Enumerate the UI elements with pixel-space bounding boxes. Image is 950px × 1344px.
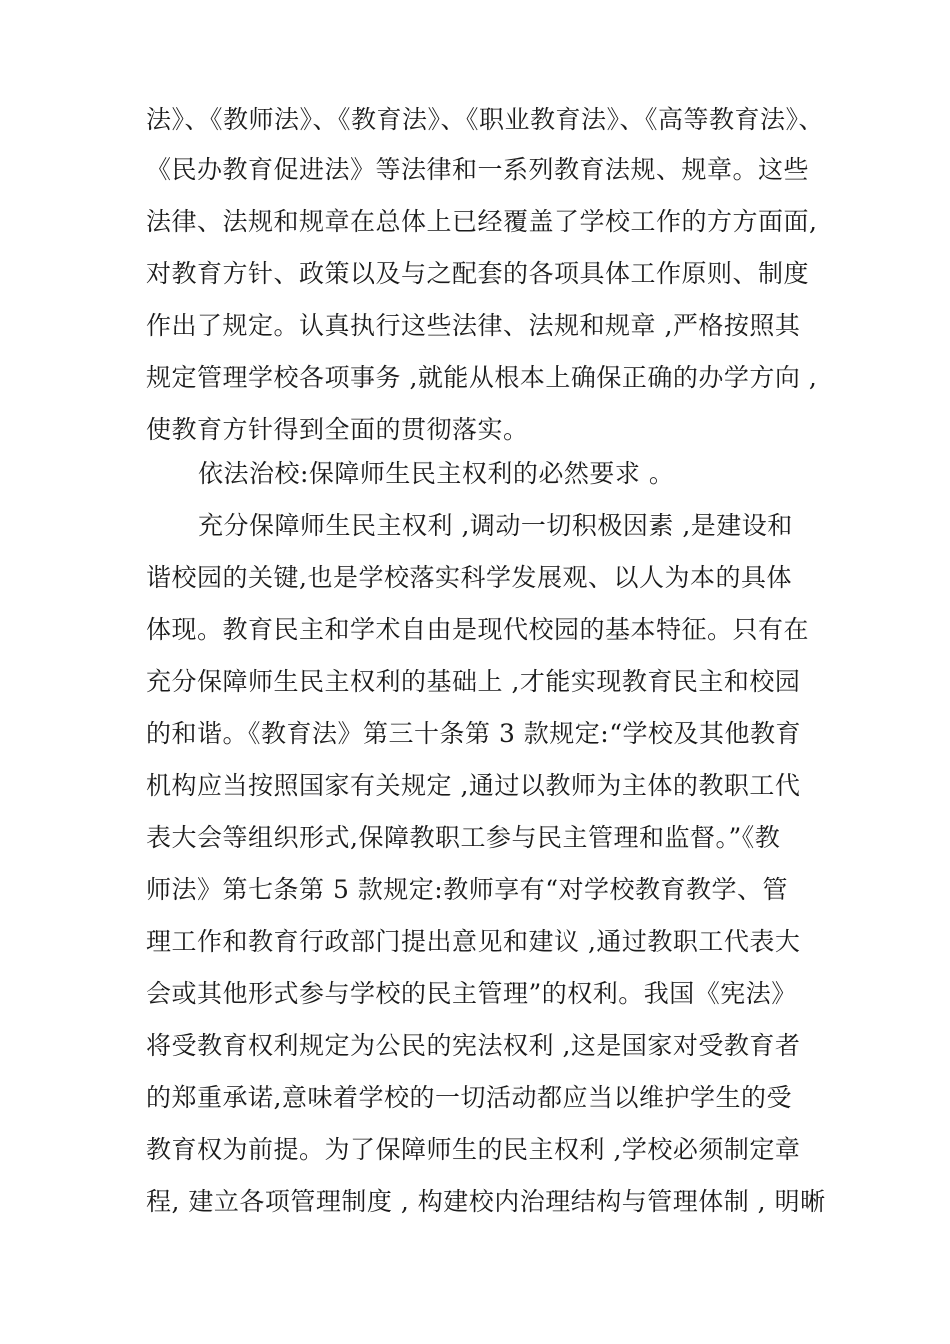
text-line: 理工作和教育行政部门提出意见和建议 ,通过教职工代表大 (146, 927, 801, 956)
text-line: 充分保障师生民主权利的基础上 ,才能实现教育民主和校园 (146, 667, 801, 696)
text-line: 规定管理学校各项事务 ,就能从根本上确保正确的办学方向 , (146, 363, 818, 392)
text-line: 将受教育权利规定为公民的宪法权利 ,这是国家对受教育者 (146, 1031, 801, 1060)
text-line: 谐校园的关键,也是学校落实科学发展观、以人为本的具体 (146, 563, 792, 592)
text-line: 《民办教育促进法》等法律和一系列教育法规、规章。这些 (146, 155, 810, 184)
text-line: 体现。教育民主和学术自由是现代校园的基本特征。只有在 (146, 615, 810, 644)
text-line: 会或其他形式参与学校的民主管理”的权利。我国《宪法》 (146, 979, 797, 1008)
text-line: 的郑重承诺,意味着学校的一切活动都应当以维护学生的受 (146, 1083, 792, 1112)
text-line: 教育权为前提。为了保障师生的民主权利 ,学校必须制定章 (146, 1135, 801, 1164)
text-line: 作出了规定。认真执行这些法律、法规和规章 ,严格按照其 (146, 311, 801, 340)
text-line: 使教育方针得到全面的贯彻落实。 (146, 415, 529, 444)
text-line: 对教育方针、政策以及与之配套的各项具体工作原则、制度 (146, 259, 810, 288)
text-line: 表大会等组织形式,保障教职工参与民主管理和监督。”《教 (146, 823, 781, 852)
text-line: 依法治校:保障师生民主权利的必然要求 。 (198, 459, 675, 488)
text-line: 程, 建立各项管理制度 , 构建校内治理结构与管理体制 , 明晰 (146, 1187, 826, 1216)
text-line: 法》、《教师法》、《教育法》、《职业教育法》、《高等教育法》、 (146, 105, 825, 134)
text-line: 的和谐。《教育法》第三十条第 3 款规定:“学校及其他教育 (146, 719, 802, 748)
text-line: 充分保障师生民主权利 ,调动一切积极因素 ,是建设和 (198, 511, 793, 540)
text-line: 法律、法规和规章在总体上已经覆盖了学校工作的方方面面, (146, 207, 818, 236)
text-line: 机构应当按照国家有关规定 ,通过以教师为主体的教职工代 (146, 771, 801, 800)
text-line: 师法》第七条第 5 款规定:教师享有“对学校教育教学、管 (146, 875, 789, 904)
